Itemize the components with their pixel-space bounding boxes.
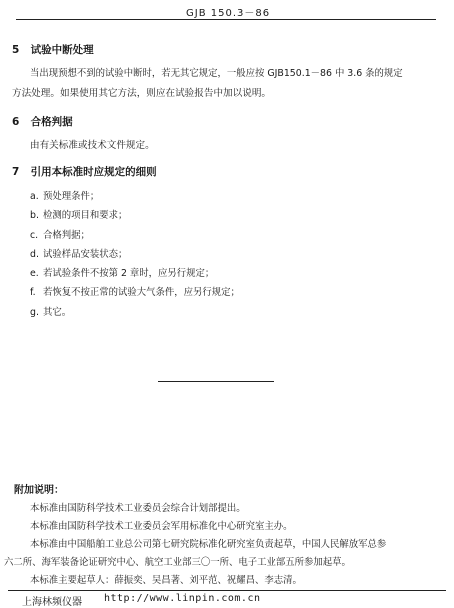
section-5-line-1: 当出现预想不到的试验中断时，若无其它规定，一般应按 GJB150.1－86 中 3.6 条的规定 <box>30 68 403 79</box>
section-5-line-2: 方法处理。如果使用其它方法，则应在试验报告中加以说明。 <box>12 88 272 99</box>
list-item <box>30 207 127 221</box>
section-6-line-1: 由有关标准或技术文件规定。 <box>30 140 155 151</box>
list-item-label: d. <box>30 249 39 260</box>
section-5-title: 试验中断处理 <box>30 44 94 56</box>
end-of-text-rule <box>158 381 274 382</box>
list-item-text: 检测的项目和要求； <box>43 210 128 221</box>
section-6-title: 合格判据 <box>30 116 73 128</box>
list-item <box>30 246 127 260</box>
footer-rule <box>8 590 446 591</box>
list-item <box>30 227 90 241</box>
list-item-label: f. <box>30 287 36 298</box>
list-item-text: 试验样品安装状态； <box>43 249 128 260</box>
standard-number-header: GJB 150.3－86 <box>186 8 271 19</box>
note-line-3b: 六二所、海军装备论证研究中心、航空工业部三〇一所、电子工业部五所参加起草。 <box>4 557 351 568</box>
section-7-number: 7 <box>12 166 20 178</box>
note-line-1: 本标准由国防科学技术工业委员会综合计划部提出。 <box>30 503 246 514</box>
list-item <box>30 284 240 298</box>
section-5-heading <box>12 42 94 57</box>
list-item-label: b. <box>30 210 39 221</box>
list-item <box>30 304 71 318</box>
section-7-title: 引用本标准时应规定的细则 <box>30 166 157 178</box>
footer-company: 上海林频仪器 <box>22 597 82 608</box>
footer-url: http://www.linpin.com.cn <box>104 593 261 604</box>
list-item <box>30 188 99 202</box>
list-item-label: c. <box>30 230 39 241</box>
list-item-label: a. <box>30 191 39 202</box>
note-line-2: 本标准由国防科学技术工业委员会军用标准化中心研究室主办。 <box>30 521 293 532</box>
header-rule <box>16 19 436 20</box>
list-item-text: 若恢复不按正常的试验大气条件，应另行规定； <box>43 287 240 298</box>
list-item-label: e. <box>30 268 39 279</box>
section-7-heading <box>12 164 157 179</box>
section-6-heading <box>12 114 73 129</box>
list-item-text: 预处理条件； <box>43 191 100 202</box>
section-6-number: 6 <box>12 116 20 128</box>
note-line-4: 本标准主要起草人：薛振奕、吴昌著、刘平范、祝耀昌、李志清。 <box>30 575 302 586</box>
notes-title: 附加说明： <box>14 485 64 496</box>
list-item-text: 合格判据； <box>43 230 90 241</box>
list-item-text: 若试验条件不按第 2 章时，应另行规定； <box>43 268 215 279</box>
list-item <box>30 265 214 279</box>
note-line-3a: 本标准由中国船舶工业总公司第七研究院标准化研究室负责起草，中国人民解放军总参 <box>30 539 387 550</box>
list-item-label: g. <box>30 307 39 318</box>
list-item-text: 其它。 <box>43 307 72 318</box>
section-5-number: 5 <box>12 44 20 56</box>
